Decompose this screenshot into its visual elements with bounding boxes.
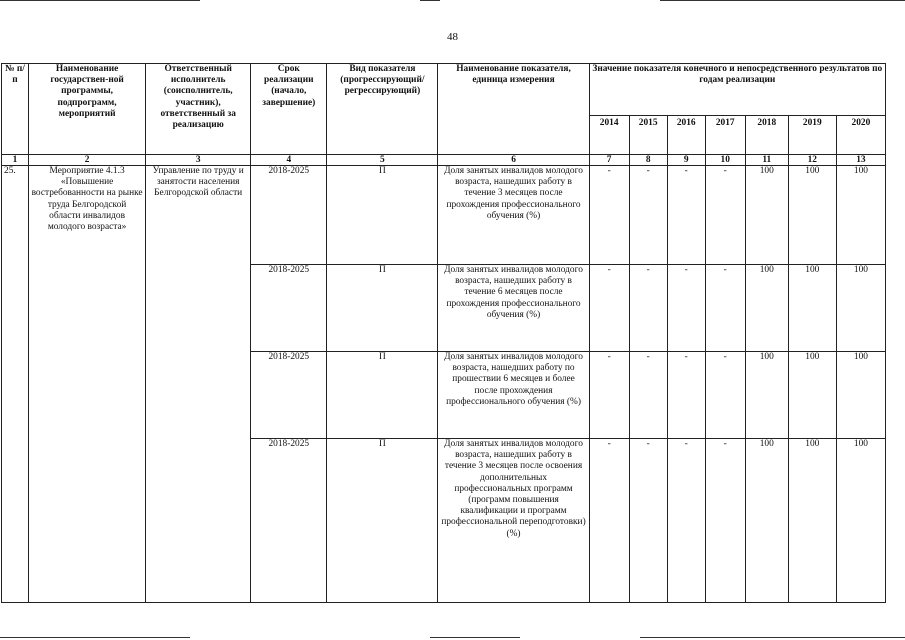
header-year: 2019 — [788, 116, 836, 155]
indicator-value: - — [667, 439, 705, 603]
column-number: 2 — [29, 155, 146, 166]
indicator-value: - — [629, 352, 667, 439]
indicator-name: Доля занятых инвалидов молодого возраста, нашедших работу в течение 3 месяцев после освоения дополнительных профессиональных программ (программ повышения квалификации и программ профессиональной переподготовки) (%) — [438, 439, 589, 603]
indicator-value: - — [667, 166, 705, 265]
column-number: 5 — [327, 155, 438, 166]
column-number: 6 — [438, 155, 589, 166]
header-year: 2016 — [667, 116, 705, 155]
indicator-value: 100 — [788, 265, 836, 352]
row-responsible: Управление по труду и занятости населения Белгородской области — [146, 166, 251, 603]
indicator-value: - — [667, 265, 705, 352]
indicator-type: П — [327, 352, 438, 439]
header-values-group: Значение показателя конечного и непосредственного результатов по годам реализации — [589, 64, 885, 116]
header-term: Срок реализации (начало, завершение) — [251, 64, 327, 155]
indicator-term: 2018-2025 — [251, 265, 327, 352]
header-program: Наименование государствен-ной программы, подпрограмм, мероприятий — [29, 64, 146, 155]
indicator-value: - — [667, 352, 705, 439]
indicator-type: П — [327, 265, 438, 352]
indicator-value: 100 — [745, 166, 788, 265]
indicator-term: 2018-2025 — [251, 166, 327, 265]
indicator-value: 100 — [836, 166, 885, 265]
column-number: 4 — [251, 155, 327, 166]
indicator-term: 2018-2025 — [251, 439, 327, 603]
header-year: 2020 — [836, 116, 885, 155]
header-indicator-type: Вид показателя (прогрессирующий/ регрессирующий) — [327, 64, 438, 155]
indicator-value: - — [589, 166, 629, 265]
indicator-value: - — [589, 439, 629, 603]
indicator-value: 100 — [745, 439, 788, 603]
header-year: 2018 — [745, 116, 788, 155]
column-number: 7 — [589, 155, 629, 166]
indicator-value: 100 — [788, 166, 836, 265]
scan-artifact-line — [660, 0, 905, 1]
column-number: 1 — [2, 155, 29, 166]
column-number: 9 — [667, 155, 705, 166]
indicators-table — [1, 63, 886, 603]
indicator-value: - — [629, 439, 667, 603]
header-responsible: Ответственный исполнитель (соисполнитель, участник), ответственный за реализацию — [146, 64, 251, 155]
page-number: 48 — [447, 31, 458, 43]
column-number-row — [2, 155, 886, 166]
indicator-value: 100 — [788, 352, 836, 439]
indicator-value: 100 — [745, 265, 788, 352]
indicator-name: Доля занятых инвалидов молодого возраста, нашедших работу в течение 6 месяцев после прохождения профессионального обучения (%) — [438, 265, 589, 352]
column-number: 13 — [836, 155, 885, 166]
indicator-value: - — [589, 352, 629, 439]
indicator-value: - — [705, 352, 745, 439]
column-number: 3 — [146, 155, 251, 166]
column-number: 10 — [705, 155, 745, 166]
indicator-value: - — [589, 265, 629, 352]
scan-artifact-line — [420, 0, 440, 1]
row-num: 25. — [2, 166, 29, 603]
indicator-value: - — [629, 166, 667, 265]
indicator-value: 100 — [836, 352, 885, 439]
indicator-value: 100 — [836, 265, 885, 352]
table-row — [2, 166, 886, 265]
indicator-value: - — [705, 439, 745, 603]
indicator-value: 100 — [745, 352, 788, 439]
column-number: 12 — [788, 155, 836, 166]
header-indicator-name: Наименование показателя, единица измерения — [438, 64, 589, 155]
header-year: 2017 — [705, 116, 745, 155]
column-number: 8 — [629, 155, 667, 166]
row-program: Мероприятие 4.1.3 «Повышение востребованности на рынке труда Белгородской области инвалидов молодого возраста» — [29, 166, 146, 603]
header-num: № п/п — [2, 64, 29, 155]
scan-artifact-line — [0, 0, 200, 1]
indicator-value: - — [705, 265, 745, 352]
indicator-name: Доля занятых инвалидов молодого возраста, нашедших работу по прошествии 6 месяцев и более после прохождения профессионального обучения (%) — [438, 352, 589, 439]
indicator-type: П — [327, 166, 438, 265]
scan-artifact-line — [430, 637, 520, 638]
indicator-type: П — [327, 439, 438, 603]
indicator-term: 2018-2025 — [251, 352, 327, 439]
header-year: 2015 — [629, 116, 667, 155]
header-year: 2014 — [589, 116, 629, 155]
indicator-value: 100 — [836, 439, 885, 603]
scan-artifact-line — [640, 637, 905, 638]
indicator-value: 100 — [788, 439, 836, 603]
column-number: 11 — [745, 155, 788, 166]
indicator-name: Доля занятых инвалидов молодого возраста, нашедших работу в течение 3 месяцев после прохождения профессионального обучения (%) — [438, 166, 589, 265]
indicator-value: - — [629, 265, 667, 352]
indicator-value: - — [705, 166, 745, 265]
scan-artifact-line — [0, 637, 190, 638]
